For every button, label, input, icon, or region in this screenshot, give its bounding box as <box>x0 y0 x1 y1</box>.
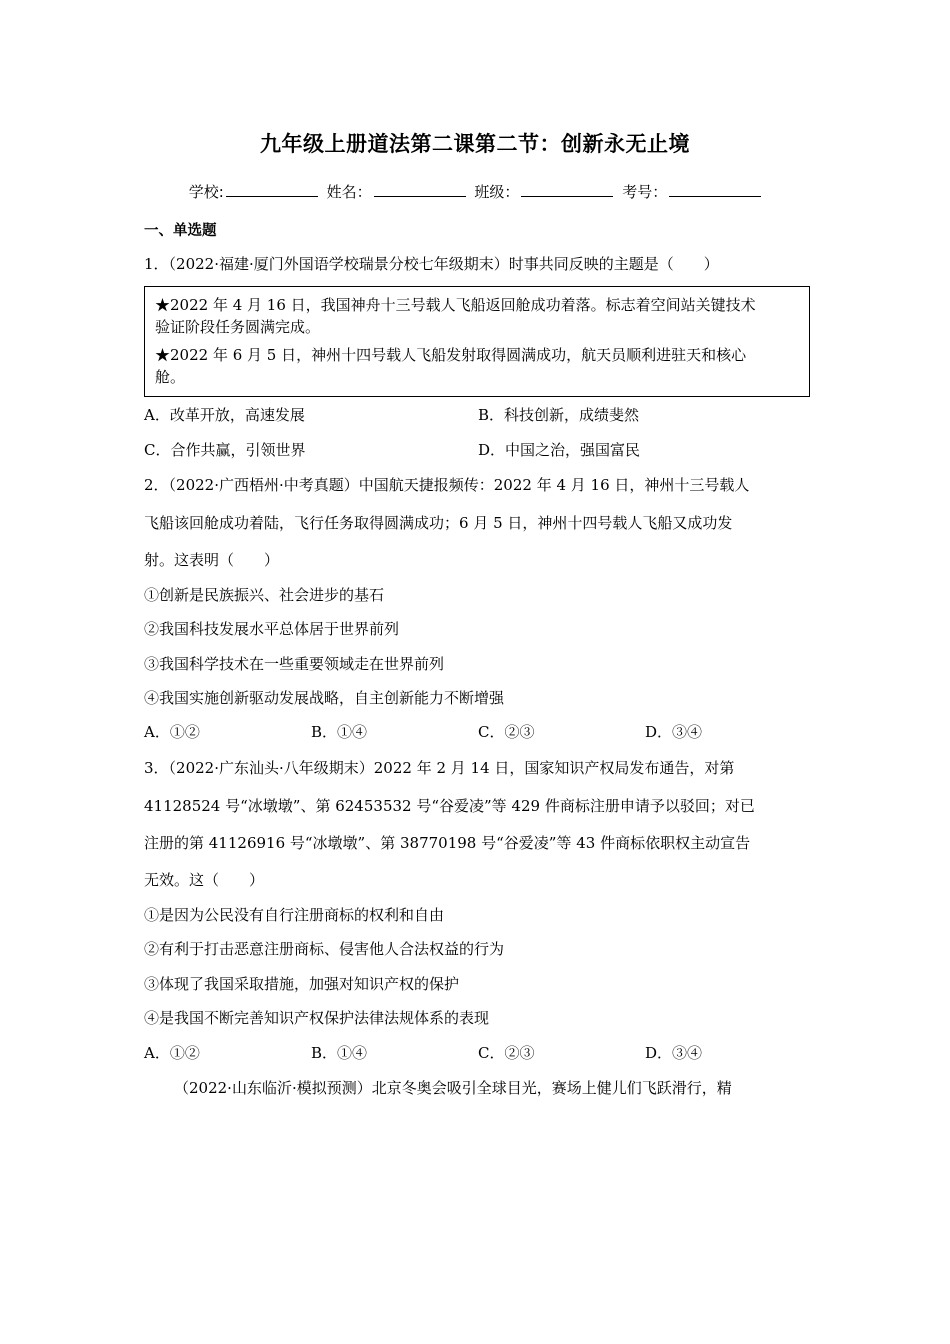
q3-statement: ②有利于打击恶意注册商标、侵害他人合法权益的行为 <box>144 940 505 958</box>
q3-statement: ③体现了我国采取措施，加强对知识产权的保护 <box>144 975 460 993</box>
q4-intro: （2022·山东临沂·模拟预测）北京冬奥会吸引全球目光，赛场上健儿们飞跃滑行，精 <box>174 1079 732 1097</box>
q1-box-line: 验证阶段任务圆满完成。 <box>155 318 321 336</box>
q1-option-b: B．科技创新，成绩斐然 <box>478 406 640 424</box>
school-field <box>189 181 318 202</box>
school-label: 学校: <box>188 183 224 201</box>
student-info-row <box>0 181 950 202</box>
school-blank <box>226 182 318 197</box>
q2-statement: ③我国科学技术在一些重要领域走在世界前列 <box>144 655 445 673</box>
q2-stem-line: 射。这表明（ ） <box>144 551 280 569</box>
exam-number-blank <box>669 182 761 197</box>
q3-statement: ①是因为公民没有自行注册商标的权利和自由 <box>144 906 445 924</box>
q2-stem-line: 飞船该回舱成功着陆，飞行任务取得圆满成功；6 月 5 日，神州十四号载人飞船又成功发 <box>144 514 733 532</box>
q1-option-c: C．合作共赢，引领世界 <box>144 441 306 459</box>
q1-stem: 1．（2022·福建·厦门外国语学校瑞景分校七年级期末）时事共同反映的主题是（ ） <box>144 255 719 273</box>
class-label: 班级： <box>474 183 520 201</box>
page-title: 九年级上册道法第二课第二节：创新永无止境 <box>260 132 690 156</box>
q2-statement: ①创新是民族振兴、社会进步的基石 <box>144 586 385 604</box>
class-field <box>474 181 613 202</box>
q1-box-line: 舱。 <box>155 368 186 386</box>
q3-option-b: B．①④ <box>311 1044 368 1062</box>
name-label: 姓名： <box>326 183 372 201</box>
q3-option-a: A．①② <box>144 1044 200 1062</box>
q2-statement: ④我国实施创新驱动发展战略，自主创新能力不断增强 <box>144 689 505 707</box>
name-field <box>327 181 466 202</box>
exam-number-label: 考号： <box>622 183 668 201</box>
q1-box-line: ★2022 年 4 月 16 日，我国神舟十三号载人飞船返回舱成功着落。标志着空间站关键技术 <box>155 296 756 314</box>
q3-stem-line: 41128524 号“冰墩墩”、第 62453532 号“谷爱凌”等 429 件商标注册申请予以驳回；对已 <box>144 797 755 815</box>
q2-option-a: A．①② <box>144 723 200 741</box>
q3-stem-line: 3．（2022·广东汕头·八年级期末）2022 年 2 月 14 日，国家知识产权局发布通告，对第 <box>144 759 735 777</box>
q2-option-b: B．①④ <box>311 723 368 741</box>
q3-statement: ④是我国不断完善知识产权保护法律法规体系的表现 <box>144 1009 490 1027</box>
name-blank <box>374 182 466 197</box>
q3-option-c: C．②③ <box>478 1044 535 1062</box>
section-heading: 一、单选题 <box>144 223 217 239</box>
q3-stem-line: 无效。这（ ） <box>144 871 265 889</box>
q3-option-d: D．③④ <box>645 1044 703 1062</box>
class-blank <box>521 182 613 197</box>
q2-option-c: C．②③ <box>478 723 535 741</box>
q1-box-line: ★2022 年 6 月 5 日，神州十四号载人飞船发射取得圆满成功，航天员顺利进驻天和核心 <box>155 346 747 364</box>
q1-option-a: A．改革开放，高速发展 <box>144 406 305 424</box>
q2-statement: ②我国科技发展水平总体居于世界前列 <box>144 620 400 638</box>
q2-option-d: D．③④ <box>645 723 703 741</box>
q3-stem-line: 注册的第 41126916 号“冰墩墩”、第 38770198 号“谷爱凌”等 43 件商标依职权主动宣告 <box>144 834 751 852</box>
q1-option-d: D．中国之治，强国富民 <box>478 441 641 459</box>
q1-news-box <box>144 286 810 397</box>
q2-stem-line: 2．（2022·广西梧州·中考真题）中国航天捷报频传：2022 年 4 月 16 日，神州十三号载人 <box>144 476 750 494</box>
exam-number-field <box>622 181 761 202</box>
